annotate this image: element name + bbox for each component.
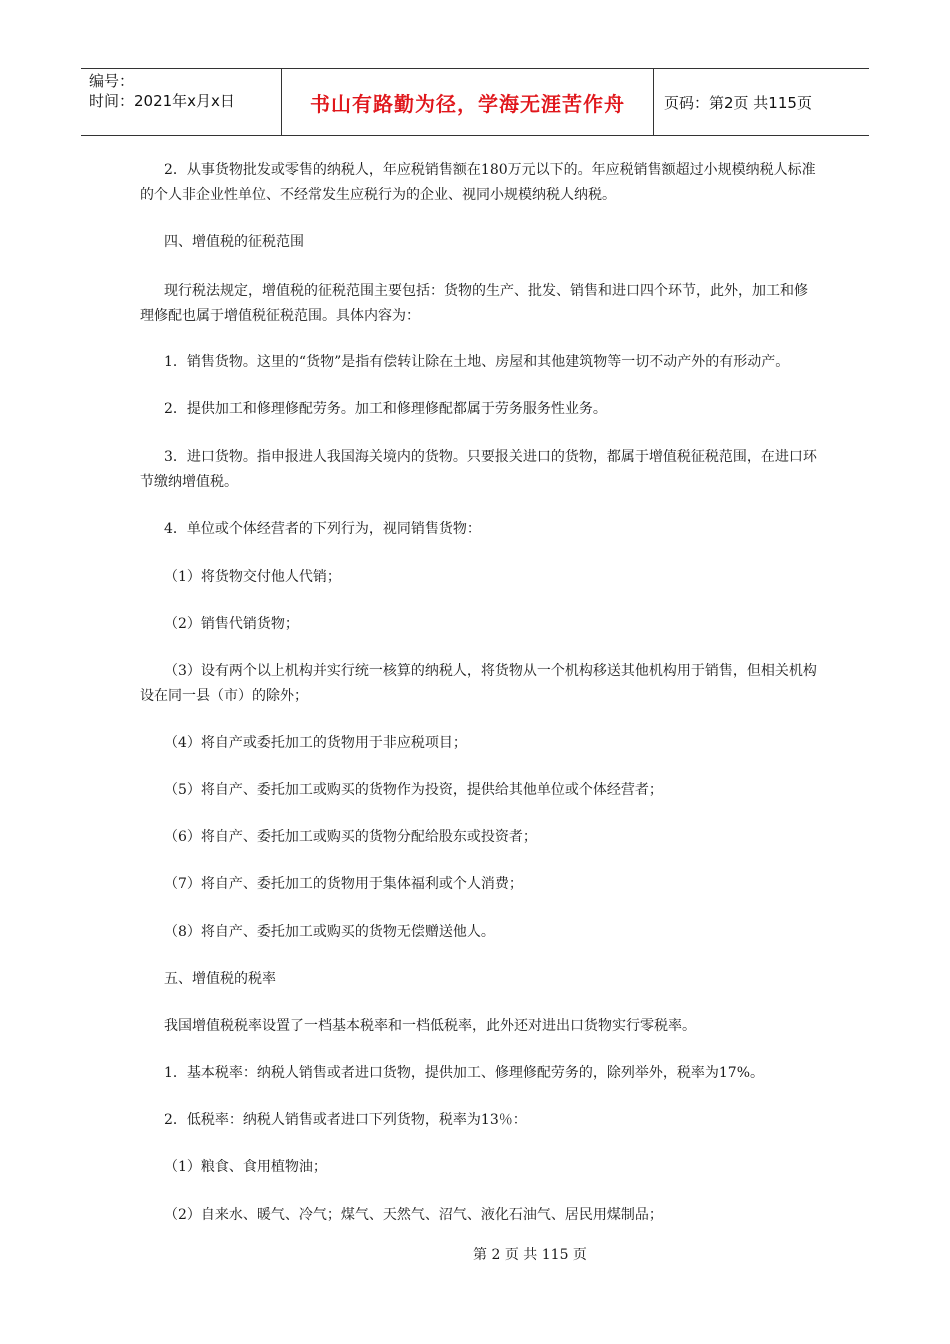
list-item: （4）将自产或委托加工的货物用于非应税项目； [164, 735, 467, 751]
header-page-cell [654, 69, 869, 135]
document-number-label: 编号： [89, 72, 135, 90]
header-motto: 书山有路勤为径，学海无涯苦作舟 [310, 91, 625, 116]
paragraph: 我国增值税税率设置了一档基本税率和一档低税率，此外还对进出口货物实行零税率。 [164, 1018, 696, 1034]
paragraph: 3．进口货物。指申报进人我国海关境内的货物。只要报关进口的货物，都属于增值税征税范围，在进口环节缴纳增值税。 [140, 449, 817, 490]
paragraph: 4．单位或个体经营者的下列行为，视同销售货物： [164, 521, 481, 537]
header-meta [81, 69, 282, 135]
page-footer: 第 2 页 共 115 页 [473, 1247, 587, 1263]
list-item: （1）将货物交付他人代销； [164, 569, 341, 585]
list-item: （8）将自产、委托加工或购买的货物无偿赠送他人。 [164, 924, 495, 940]
paragraph: 2．低税率：纳税人销售或者进口下列货物，税率为13％： [164, 1112, 527, 1128]
list-item: （2）销售代销货物； [164, 616, 299, 632]
document-date: 时间：2021年x月x日 [89, 92, 235, 110]
list-item: （6）将自产、委托加工或购买的货物分配给股东或投资者； [164, 829, 537, 845]
list-item: （5）将自产、委托加工或购买的货物作为投资，提供给其他单位或个体经营者； [164, 782, 663, 798]
paragraph: 2．提供加工和修理修配劳务。加工和修理修配都属于劳务服务性业务。 [164, 401, 607, 417]
header-motto-cell [282, 69, 654, 135]
paragraph: 现行税法规定，增值税的征税范围主要包括：货物的生产、批发、销售和进口四个环节，此外，加工和修理修配也属于增值税征税范围。具体内容为： [140, 283, 808, 324]
paragraph: 1．基本税率：纳税人销售或者进口货物，提供加工、修理修配劳务的，除列举外，税率为17%。 [164, 1065, 765, 1081]
paragraph: 1．销售货物。这里的“货物”是指有偿转让除在土地、房屋和其他建筑物等一切不动产外的有形动产。 [164, 354, 790, 370]
list-item: （3）设有两个以上机构并实行统一核算的纳税人，将货物从一个机构移送其他机构用于销售，但相关机构设在同一县（市）的除外； [140, 663, 817, 704]
section-heading: 四、增值税的征税范围 [164, 234, 304, 250]
list-item: （7）将自产、委托加工的货物用于集体福利或个人消费； [164, 876, 523, 892]
page-header [81, 68, 869, 136]
list-item: （1）粮食、食用植物油； [164, 1159, 327, 1175]
header-page-info: 页码：第2页 共115页 [664, 93, 812, 112]
paragraph: 2．从事货物批发或零售的纳税人，年应税销售额在180万元以下的。年应税销售额超过小规模纳税人标准的个人非企业性单位、不经常发生应税行为的企业、视同小规模纳税人纳税。 [140, 162, 816, 203]
list-item: （2）自来水、暖气、冷气；煤气、天然气、沼气、液化石油气、居民用煤制品； [164, 1207, 663, 1223]
section-heading: 五、增值税的税率 [164, 971, 276, 987]
